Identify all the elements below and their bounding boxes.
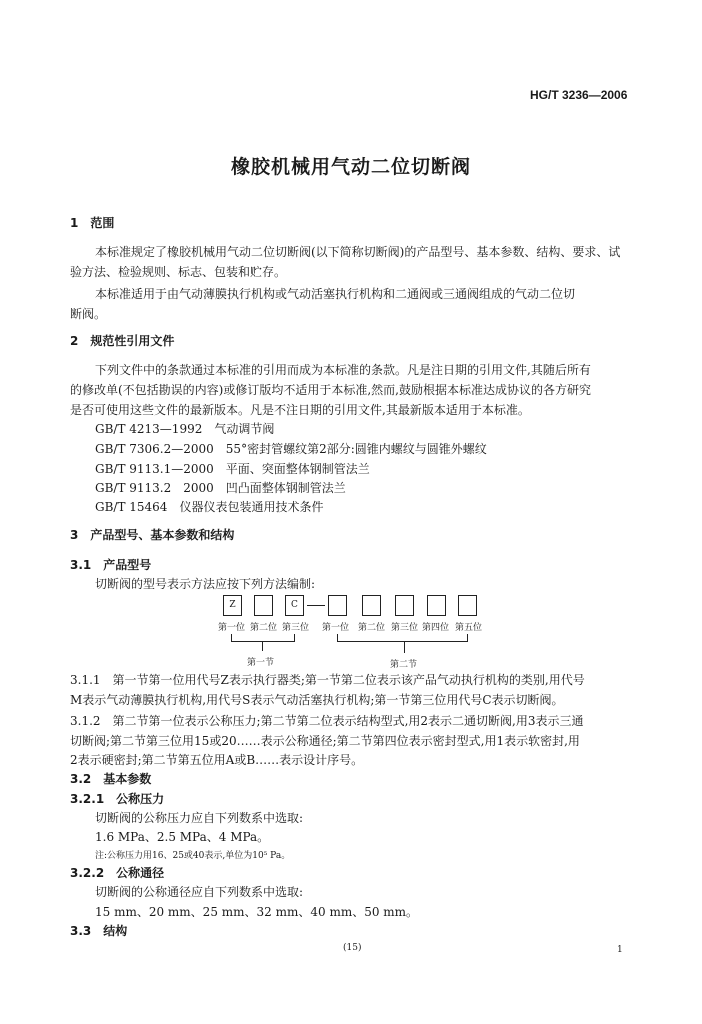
bracket [231,634,232,641]
reference-item: GB/T 4213—1992 气动调节阀 [95,422,275,436]
digit-label: 第五位 [455,623,483,633]
section-1-para2-line2: 断阀。 [70,307,107,321]
code-box [362,595,381,616]
digit-label: 第三位 [282,623,310,633]
section-3-1-1-line1: 3.1.1 第一节第一位用代号Z表示执行器类;第一节第二位表示该产品气动执行机构的类别,用代号 [70,673,585,687]
reference-item: GB/T 9113.1—2000 平面、突面整体钢制管法兰 [95,462,370,476]
reference-item: GB/T 9113.2 2000 凹凸面整体钢制管法兰 [95,481,346,495]
digit-label: 第三位 [391,623,419,633]
section-3-2-2-heading: 3.2.2 公称通径 [70,866,165,880]
section-3-1-1-line2: M表示气动薄膜执行机构,用代号S表示气动活塞执行机构;第一节第三位用代号C表示切断阀。 [70,693,564,707]
reference-item: GB/T 7306.2—2000 55°密封管螺纹第2部分:圆锥内螺纹与圆锥外螺纹 [95,442,487,456]
code-box [458,595,477,616]
section-3-2-heading: 3.2 基本参数 [70,772,152,786]
section-3-1-2-line1: 3.1.2 第二节第一位表示公称压力;第二节第二位表示结构型式,用2表示二通切断阀,用3表示三通 [70,714,584,728]
section-2-heading: 2 规范性引用文件 [70,334,175,348]
code-box [395,595,414,616]
reference-item: GB/T 15464 仪器仪表包装通用技术条件 [95,500,324,514]
dash [307,605,325,606]
section-1-para1-line1: 本标准规定了橡胶机械用气动二位切断阀(以下简称切断阀)的产品型号、基本参数、结构、要求、试 [95,245,621,259]
digit-label: 第二位 [250,623,278,633]
bracket [404,641,405,653]
code-box: Z [223,595,242,616]
section-3-2-1-note: 注:公称压力用16、25或40表示,单位为10⁵ Pa。 [95,851,291,861]
group-label: 第一节 [247,658,275,668]
section-3-1-text: 切断阀的型号表示方法应按下列方法编制: [95,577,316,591]
bracket [337,641,468,642]
section-1-para2-line1: 本标准适用于由气动薄膜执行机构或气动活塞执行机构和二通阀或三通阀组成的气动二位切 [95,287,576,301]
section-3-1-2-line3: 2表示硬密封;第二节第五位用A或B……表示设计序号。 [70,753,364,767]
digit-label: 第一位 [218,623,246,633]
bracket [337,634,338,641]
document-code: HG/T 3236—2006 [530,88,628,102]
bracket [294,634,295,641]
document-title: 橡胶机械用气动二位切断阀 [230,156,471,178]
digit-label: 第二位 [358,623,386,633]
section-3-2-1-heading: 3.2.1 公称压力 [70,792,165,806]
digit-label: 第一位 [322,623,350,633]
code-box: C [285,595,304,616]
section-2-para-line2: 的修改单(不包括勘误的内容)或修订版均不适用于本标准,然而,鼓励根据本标准达成协议的各方研究 [70,383,591,397]
section-1-para1-line2: 验方法、检验规则、标志、包装和贮存。 [70,265,287,279]
section-3-3-heading: 3.3 结构 [70,924,128,938]
code-box [254,595,273,616]
corner-mark: 1 [617,945,623,955]
section-3-2-2-values: 15 mm、20 mm、25 mm、32 mm、40 mm、50 mm。 [95,905,419,919]
page-number: (15) [343,943,362,953]
bracket [467,634,468,641]
digit-label: 第四位 [422,623,450,633]
section-1-heading: 1 范围 [70,216,115,230]
section-3-2-2-text: 切断阀的公称通径应自下列数系中选取: [95,885,304,899]
section-3-1-heading: 3.1 产品型号 [70,558,152,572]
section-2-para-line1: 下列文件中的条款通过本标准的引用而成为本标准的条款。凡是注日期的引用文件,其随后所有 [95,363,591,377]
bracket [231,641,295,642]
code-box [427,595,446,616]
section-3-heading: 3 产品型号、基本参数和结构 [70,528,235,542]
group-label: 第二节 [390,660,418,670]
section-2-para-line3: 是否可使用这些文件的最新版本。凡是不注日期的引用文件,其最新版本适用于本标准。 [70,403,530,417]
section-3-2-1-text: 切断阀的公称压力应自下列数系中选取: [95,811,304,825]
code-box [328,595,347,616]
section-3-1-2-line2: 切断阀;第二节第三位用15或20……表示公称通径;第二节第四位表示密封型式,用1表示软密封,用 [70,734,580,748]
section-3-2-1-values: 1.6 MPa、2.5 MPa、4 MPa。 [95,830,270,844]
bracket [262,641,263,651]
